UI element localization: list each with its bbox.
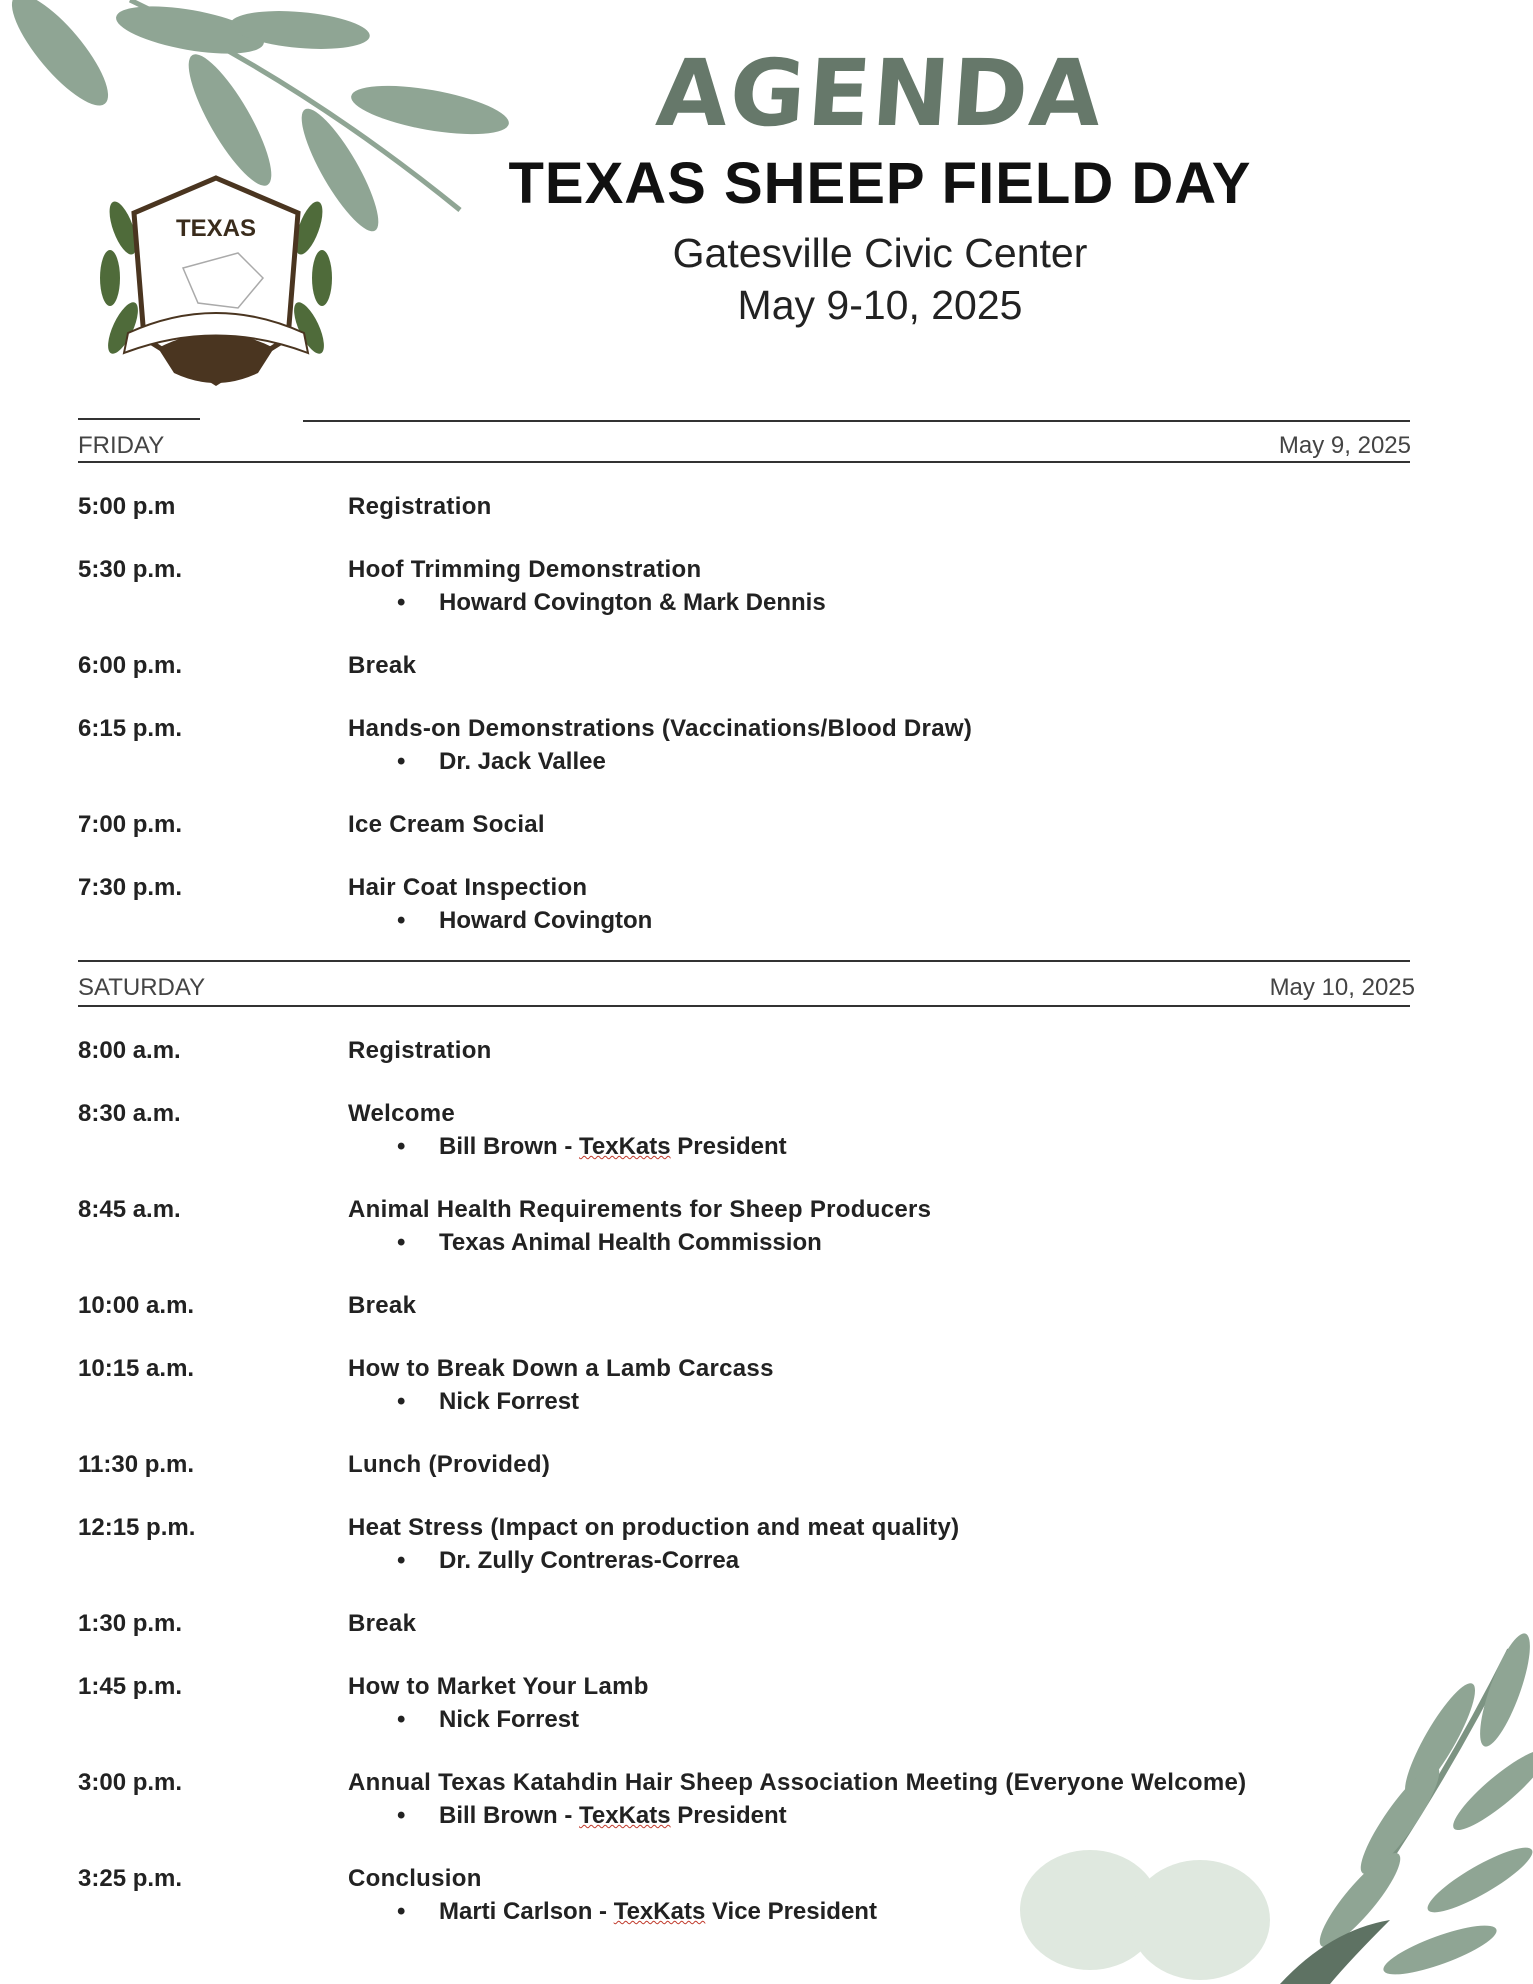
- item-presenter: [397, 1799, 1418, 1832]
- spellcheck-word: TexKats: [579, 1802, 671, 1829]
- presenter-name: Nick Forrest: [439, 1388, 580, 1415]
- agenda-item: [78, 1670, 1418, 1736]
- item-presenter: [397, 1226, 1418, 1259]
- item-time: 1:45 p.m.: [78, 1673, 183, 1700]
- bullet-icon: •: [397, 1388, 406, 1415]
- bullet-icon: •: [397, 1133, 406, 1160]
- item-time: 8:30 a.m.: [78, 1100, 181, 1127]
- bullet-icon: •: [397, 1229, 406, 1256]
- agenda-item: [78, 1097, 1418, 1163]
- item-title: Break: [348, 1292, 417, 1319]
- item-time: 6:00 p.m.: [78, 652, 183, 679]
- agenda-item: [78, 1352, 1418, 1418]
- spellcheck-word: TexKats: [579, 1133, 671, 1160]
- agenda-item: [78, 1448, 1418, 1481]
- saturday-schedule: [78, 1034, 1418, 1958]
- item-time: 10:00 a.m.: [78, 1292, 195, 1319]
- association-logo: [88, 168, 344, 392]
- agenda-item: [78, 1289, 1418, 1322]
- day-label-saturday: SATURDAY: [78, 974, 206, 1001]
- friday-schedule: [78, 490, 1418, 967]
- item-time: 8:00 a.m.: [78, 1037, 181, 1064]
- presenter-name: Dr. Zully Contreras-Correa: [439, 1547, 740, 1574]
- divider: [303, 420, 1410, 422]
- agenda-item: [78, 553, 1418, 619]
- bullet-icon: •: [397, 1547, 406, 1574]
- agenda-item: [78, 649, 1418, 682]
- day-date-friday: May 9, 2025: [1278, 432, 1411, 459]
- item-time: 10:15 a.m.: [78, 1355, 195, 1382]
- item-title: How to Break Down a Lamb Carcass: [348, 1355, 774, 1382]
- agenda-item: [78, 1193, 1418, 1259]
- item-presenter: [397, 1895, 1418, 1928]
- item-title: Hoof Trimming Demonstration: [348, 556, 702, 583]
- bullet-icon: •: [397, 1706, 406, 1733]
- item-title: Animal Health Requirements for Sheep Producers: [348, 1196, 932, 1223]
- item-presenter: [397, 586, 1418, 619]
- event-venue: Gatesville Civic Center: [672, 230, 1088, 276]
- bullet-icon: •: [397, 589, 406, 616]
- item-title: Break: [348, 652, 417, 679]
- agenda-item: [78, 712, 1418, 778]
- item-title: Lunch (Provided): [348, 1451, 551, 1478]
- bullet-icon: •: [397, 1802, 406, 1829]
- item-title: Conclusion: [348, 1865, 482, 1892]
- agenda-item: [78, 1862, 1418, 1928]
- item-presenter: [397, 904, 1418, 937]
- item-title: Registration: [348, 493, 492, 520]
- presenter-name: Bill Brown - TexKats President: [439, 1802, 787, 1829]
- item-presenter: [397, 745, 1418, 778]
- divider: [78, 461, 1410, 463]
- divider: [78, 1005, 1410, 1007]
- item-time: 11:30 p.m.: [78, 1451, 195, 1478]
- item-title: Registration: [348, 1037, 492, 1064]
- bullet-icon: •: [397, 1898, 406, 1925]
- agenda-item: [78, 1511, 1418, 1577]
- presenter-name: Marti Carlson - TexKats Vice President: [439, 1898, 877, 1925]
- agenda-item: [78, 1607, 1418, 1640]
- item-title: Welcome: [348, 1100, 456, 1127]
- presenter-name: Nick Forrest: [439, 1706, 580, 1733]
- divider: [78, 960, 1410, 962]
- item-title: Hair Coat Inspection: [348, 874, 588, 901]
- item-time: 5:30 p.m.: [78, 556, 183, 583]
- presenter-name: Howard Covington: [439, 907, 653, 934]
- bullet-icon: •: [397, 748, 406, 775]
- bullet-icon: •: [397, 907, 406, 934]
- item-time: 3:00 p.m.: [78, 1769, 183, 1796]
- agenda-item: [78, 871, 1418, 937]
- item-time: 5:00 p.m: [78, 493, 176, 520]
- agenda-item: [78, 490, 1418, 523]
- event-dates: May 9-10, 2025: [737, 282, 1023, 328]
- presenter-name: Howard Covington & Mark Dennis: [439, 589, 826, 616]
- item-presenter: [397, 1130, 1418, 1163]
- item-time: 6:15 p.m.: [78, 715, 183, 742]
- item-title: Hands-on Demonstrations (Vaccinations/Blood Draw): [348, 715, 973, 742]
- divider: [78, 418, 200, 420]
- logo-text: TEXAS: [175, 215, 257, 242]
- item-title: Break: [348, 1610, 417, 1637]
- item-title: Heat Stress (Impact on production and meat quality): [348, 1514, 960, 1541]
- item-time: 3:25 p.m.: [78, 1865, 183, 1892]
- item-time: 1:30 p.m.: [78, 1610, 183, 1637]
- agenda-item: [78, 808, 1418, 841]
- item-time: 8:45 a.m.: [78, 1196, 181, 1223]
- item-title: How to Market Your Lamb: [348, 1673, 649, 1700]
- agenda-item: [78, 1034, 1418, 1067]
- presenter-name: Texas Animal Health Commission: [439, 1229, 822, 1256]
- agenda-heading: AGENDA: [653, 40, 1107, 147]
- item-title: Ice Cream Social: [348, 811, 545, 838]
- presenter-name: Dr. Jack Vallee: [439, 748, 606, 775]
- spellcheck-word: TexKats: [613, 1898, 706, 1925]
- item-time: 7:30 p.m.: [78, 874, 183, 901]
- item-title: Annual Texas Katahdin Hair Sheep Association Meeting (Everyone Welcome): [348, 1769, 1247, 1796]
- item-presenter: [397, 1703, 1418, 1736]
- item-presenter: [397, 1544, 1418, 1577]
- item-time: 7:00 p.m.: [78, 811, 183, 838]
- event-title: TEXAS SHEEP FIELD DAY: [508, 151, 1252, 216]
- item-presenter: [397, 1385, 1418, 1418]
- day-date-saturday: May 10, 2025: [1269, 974, 1415, 1001]
- presenter-name: Bill Brown - TexKats President: [439, 1133, 787, 1160]
- item-time: 12:15 p.m.: [78, 1514, 196, 1541]
- agenda-item: [78, 1766, 1418, 1832]
- day-label-friday: FRIDAY: [78, 432, 165, 459]
